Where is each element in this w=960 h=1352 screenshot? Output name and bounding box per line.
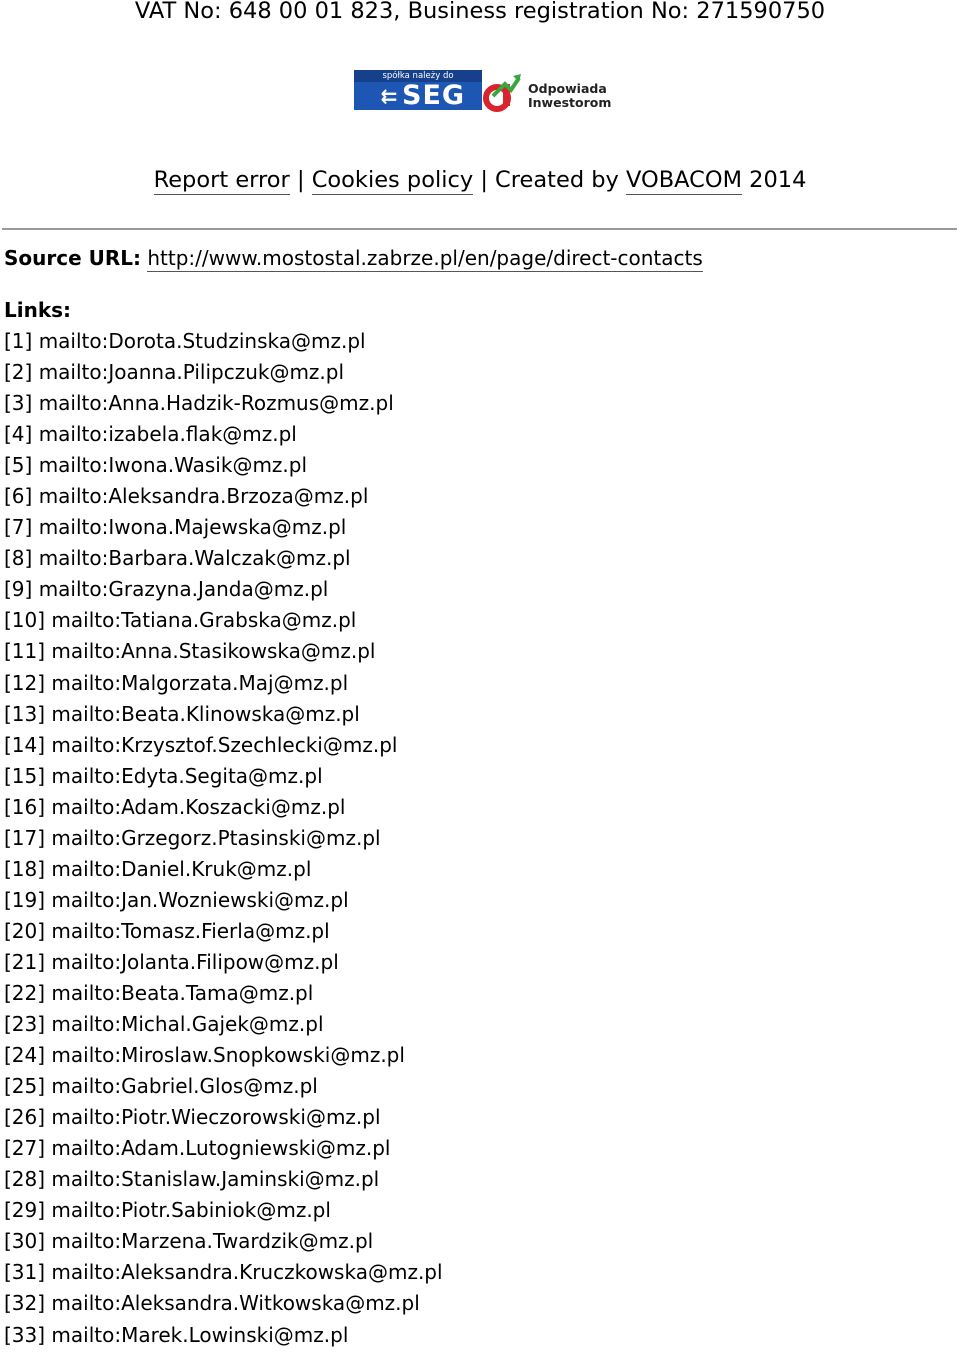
link-item[interactable]: [11] mailto:Anna.Stasikowska@mz.pl (4, 639, 376, 664)
growth-arrow-icon (483, 70, 523, 116)
link-item[interactable]: [13] mailto:Beata.Klinowska@mz.pl (4, 701, 360, 726)
source-url-link[interactable]: http://www.mostostal.zabrze.pl/en/page/direct-contacts (147, 246, 703, 270)
links-list (4, 327, 443, 1352)
vobacom-link[interactable]: VOBACOM (626, 167, 742, 193)
link-item[interactable]: [15] mailto:Edyta.Segita@mz.pl (4, 763, 323, 788)
link-item[interactable]: [22] mailto:Beata.Tama@mz.pl (4, 980, 314, 1005)
seg-logo[interactable] (354, 70, 482, 110)
link-item[interactable]: [21] mailto:Jolanta.Filipow@mz.pl (4, 949, 339, 974)
link-item[interactable]: [17] mailto:Grzegorz.Ptasinski@mz.pl (4, 825, 381, 850)
link-item[interactable]: [31] mailto:Aleksandra.Kruczkowska@mz.pl (4, 1260, 443, 1285)
link-item[interactable]: [27] mailto:Adam.Lutogniewski@mz.pl (4, 1136, 391, 1161)
link-item[interactable]: [29] mailto:Piotr.Sabiniok@mz.pl (4, 1198, 331, 1223)
link-item[interactable]: [9] mailto:Grazyna.Janda@mz.pl (4, 577, 329, 602)
link-item[interactable]: [30] mailto:Marzena.Twardzik@mz.pl (4, 1229, 374, 1254)
footer-links (0, 166, 960, 194)
link-item[interactable]: [7] mailto:Iwona.Majewska@mz.pl (4, 515, 347, 540)
link-item[interactable]: [3] mailto:Anna.Hadzik-Rozmus@mz.pl (4, 391, 394, 416)
odpowiada-logo-line2: Inwestorom (528, 95, 612, 110)
link-item[interactable]: [28] mailto:Stanislaw.Jaminski@mz.pl (4, 1167, 380, 1192)
logos-row (354, 70, 610, 116)
link-item[interactable]: [20] mailto:Tomasz.Fierla@mz.pl (4, 918, 330, 943)
link-item[interactable]: [8] mailto:Barbara.Walczak@mz.pl (4, 546, 351, 571)
link-item[interactable]: [23] mailto:Michal.Gajek@mz.pl (4, 1012, 324, 1037)
link-item[interactable]: [10] mailto:Tatiana.Grabska@mz.pl (4, 608, 357, 633)
link-item[interactable]: [24] mailto:Miroslaw.Snopkowski@mz.pl (4, 1043, 405, 1068)
odpowiada-logo-line1: Odpowiada (528, 81, 607, 96)
seg-logo-top-text: spółka należy do (382, 71, 454, 81)
links-heading: Links: (4, 298, 72, 322)
link-item[interactable]: [1] mailto:Dorota.Studzinska@mz.pl (4, 329, 366, 353)
link-item[interactable]: [2] mailto:Joanna.Pilipczuk@mz.pl (4, 360, 345, 385)
link-item[interactable]: [6] mailto:Aleksandra.Brzoza@mz.pl (4, 484, 369, 509)
link-item[interactable]: [25] mailto:Gabriel.Glos@mz.pl (4, 1074, 318, 1099)
seg-logo-word: SEG (402, 80, 466, 111)
link-item[interactable]: [32] mailto:Aleksandra.Witkowska@mz.pl (4, 1291, 420, 1316)
link-item[interactable]: [12] mailto:Malgorzata.Maj@mz.pl (4, 670, 349, 695)
report-error-link[interactable]: Report error (153, 167, 290, 193)
link-item[interactable]: [33] mailto:Marek.Lowinski@mz.pl (4, 1322, 349, 1347)
link-item[interactable]: [5] mailto:Iwona.Wasik@mz.pl (4, 453, 308, 478)
odpowiada-logo-text (528, 82, 611, 110)
link-item[interactable]: [14] mailto:Krzysztof.Szechlecki@mz.pl (4, 732, 398, 757)
seg-arrow-icon: ⇇ (380, 84, 398, 108)
source-url-line (4, 244, 703, 272)
cookies-policy-link[interactable]: Cookies policy (311, 167, 474, 193)
link-item[interactable]: [16] mailto:Adam.Koszacki@mz.pl (4, 794, 346, 819)
link-item[interactable]: [4] mailto:izabela.flak@mz.pl (4, 422, 297, 447)
link-item[interactable]: [18] mailto:Daniel.Kruk@mz.pl (4, 856, 312, 881)
footer-created-by: | Created by (473, 167, 627, 193)
link-item[interactable]: [19] mailto:Jan.Wozniewski@mz.pl (4, 887, 349, 912)
link-item[interactable]: [26] mailto:Piotr.Wieczorowski@mz.pl (4, 1105, 381, 1130)
odpowiada-inwestorom-logo[interactable] (482, 70, 610, 116)
source-url-label: Source URL: (4, 246, 142, 270)
horizontal-divider (2, 228, 957, 230)
footer-separator: | (289, 167, 312, 193)
vat-registration-line: VAT No: 648 00 01 823, Business registration No: 271590750 (134, 0, 826, 24)
footer-year: 2014 (742, 167, 807, 193)
